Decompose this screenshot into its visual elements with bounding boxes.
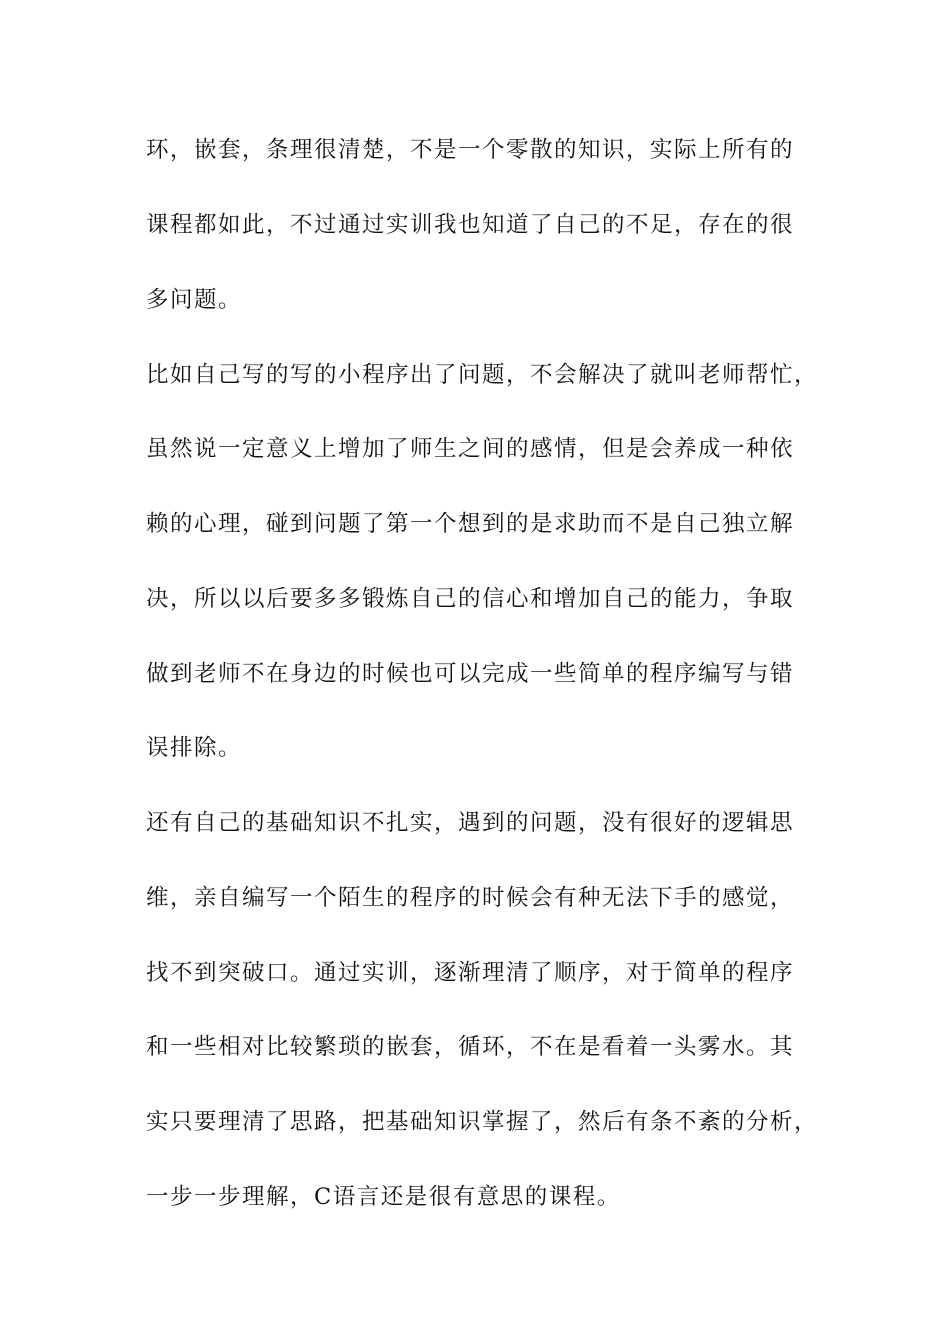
paragraph-line: 赖的心理，碰到问题了第一个想到的是求助而不是自己独立解 (146, 511, 795, 537)
paragraph-line: 比如自己写的写的小程序出了问题，不会解决了就叫老师帮忙， (146, 362, 819, 388)
paragraph-line: 和一些相对比较繁琐的嵌套，循环，不在是看着一头雾水。其 (146, 1034, 795, 1060)
paragraph-line: 课程都如此，不过通过实训我也知道了自己的不足，存在的很 (146, 212, 795, 238)
paragraph-line: 实只要理清了思路，把基础知识掌握了，然后有条不紊的分析， (146, 1109, 819, 1135)
paragraph-line: 做到老师不在身边的时候也可以完成一些简单的程序编写与错 (146, 661, 795, 687)
paragraph-line: 决，所以以后要多多锻炼自己的信心和增加自己的能力，争取 (146, 586, 795, 612)
paragraph-line: 误排除。 (146, 735, 243, 761)
paragraph-line: 一步一步理解，C语言还是很有意思的课程。 (146, 1184, 621, 1210)
paragraph-line: 维，亲自编写一个陌生的程序的时候会有种无法下手的感觉， (146, 885, 795, 911)
paragraph-line: 还有自己的基础知识不扎实，遇到的问题，没有很好的逻辑思 (146, 810, 795, 836)
paragraph-line: 环，嵌套，条理很清楚，不是一个零散的知识，实际上所有的 (146, 137, 795, 163)
paragraph-line: 多问题。 (146, 287, 243, 313)
paragraph-line: 虽然说一定意义上增加了师生之间的感情，但是会养成一种依 (146, 436, 795, 462)
paragraph-line: 找不到突破口。通过实训，逐渐理清了顺序，对于简单的程序 (146, 960, 795, 986)
